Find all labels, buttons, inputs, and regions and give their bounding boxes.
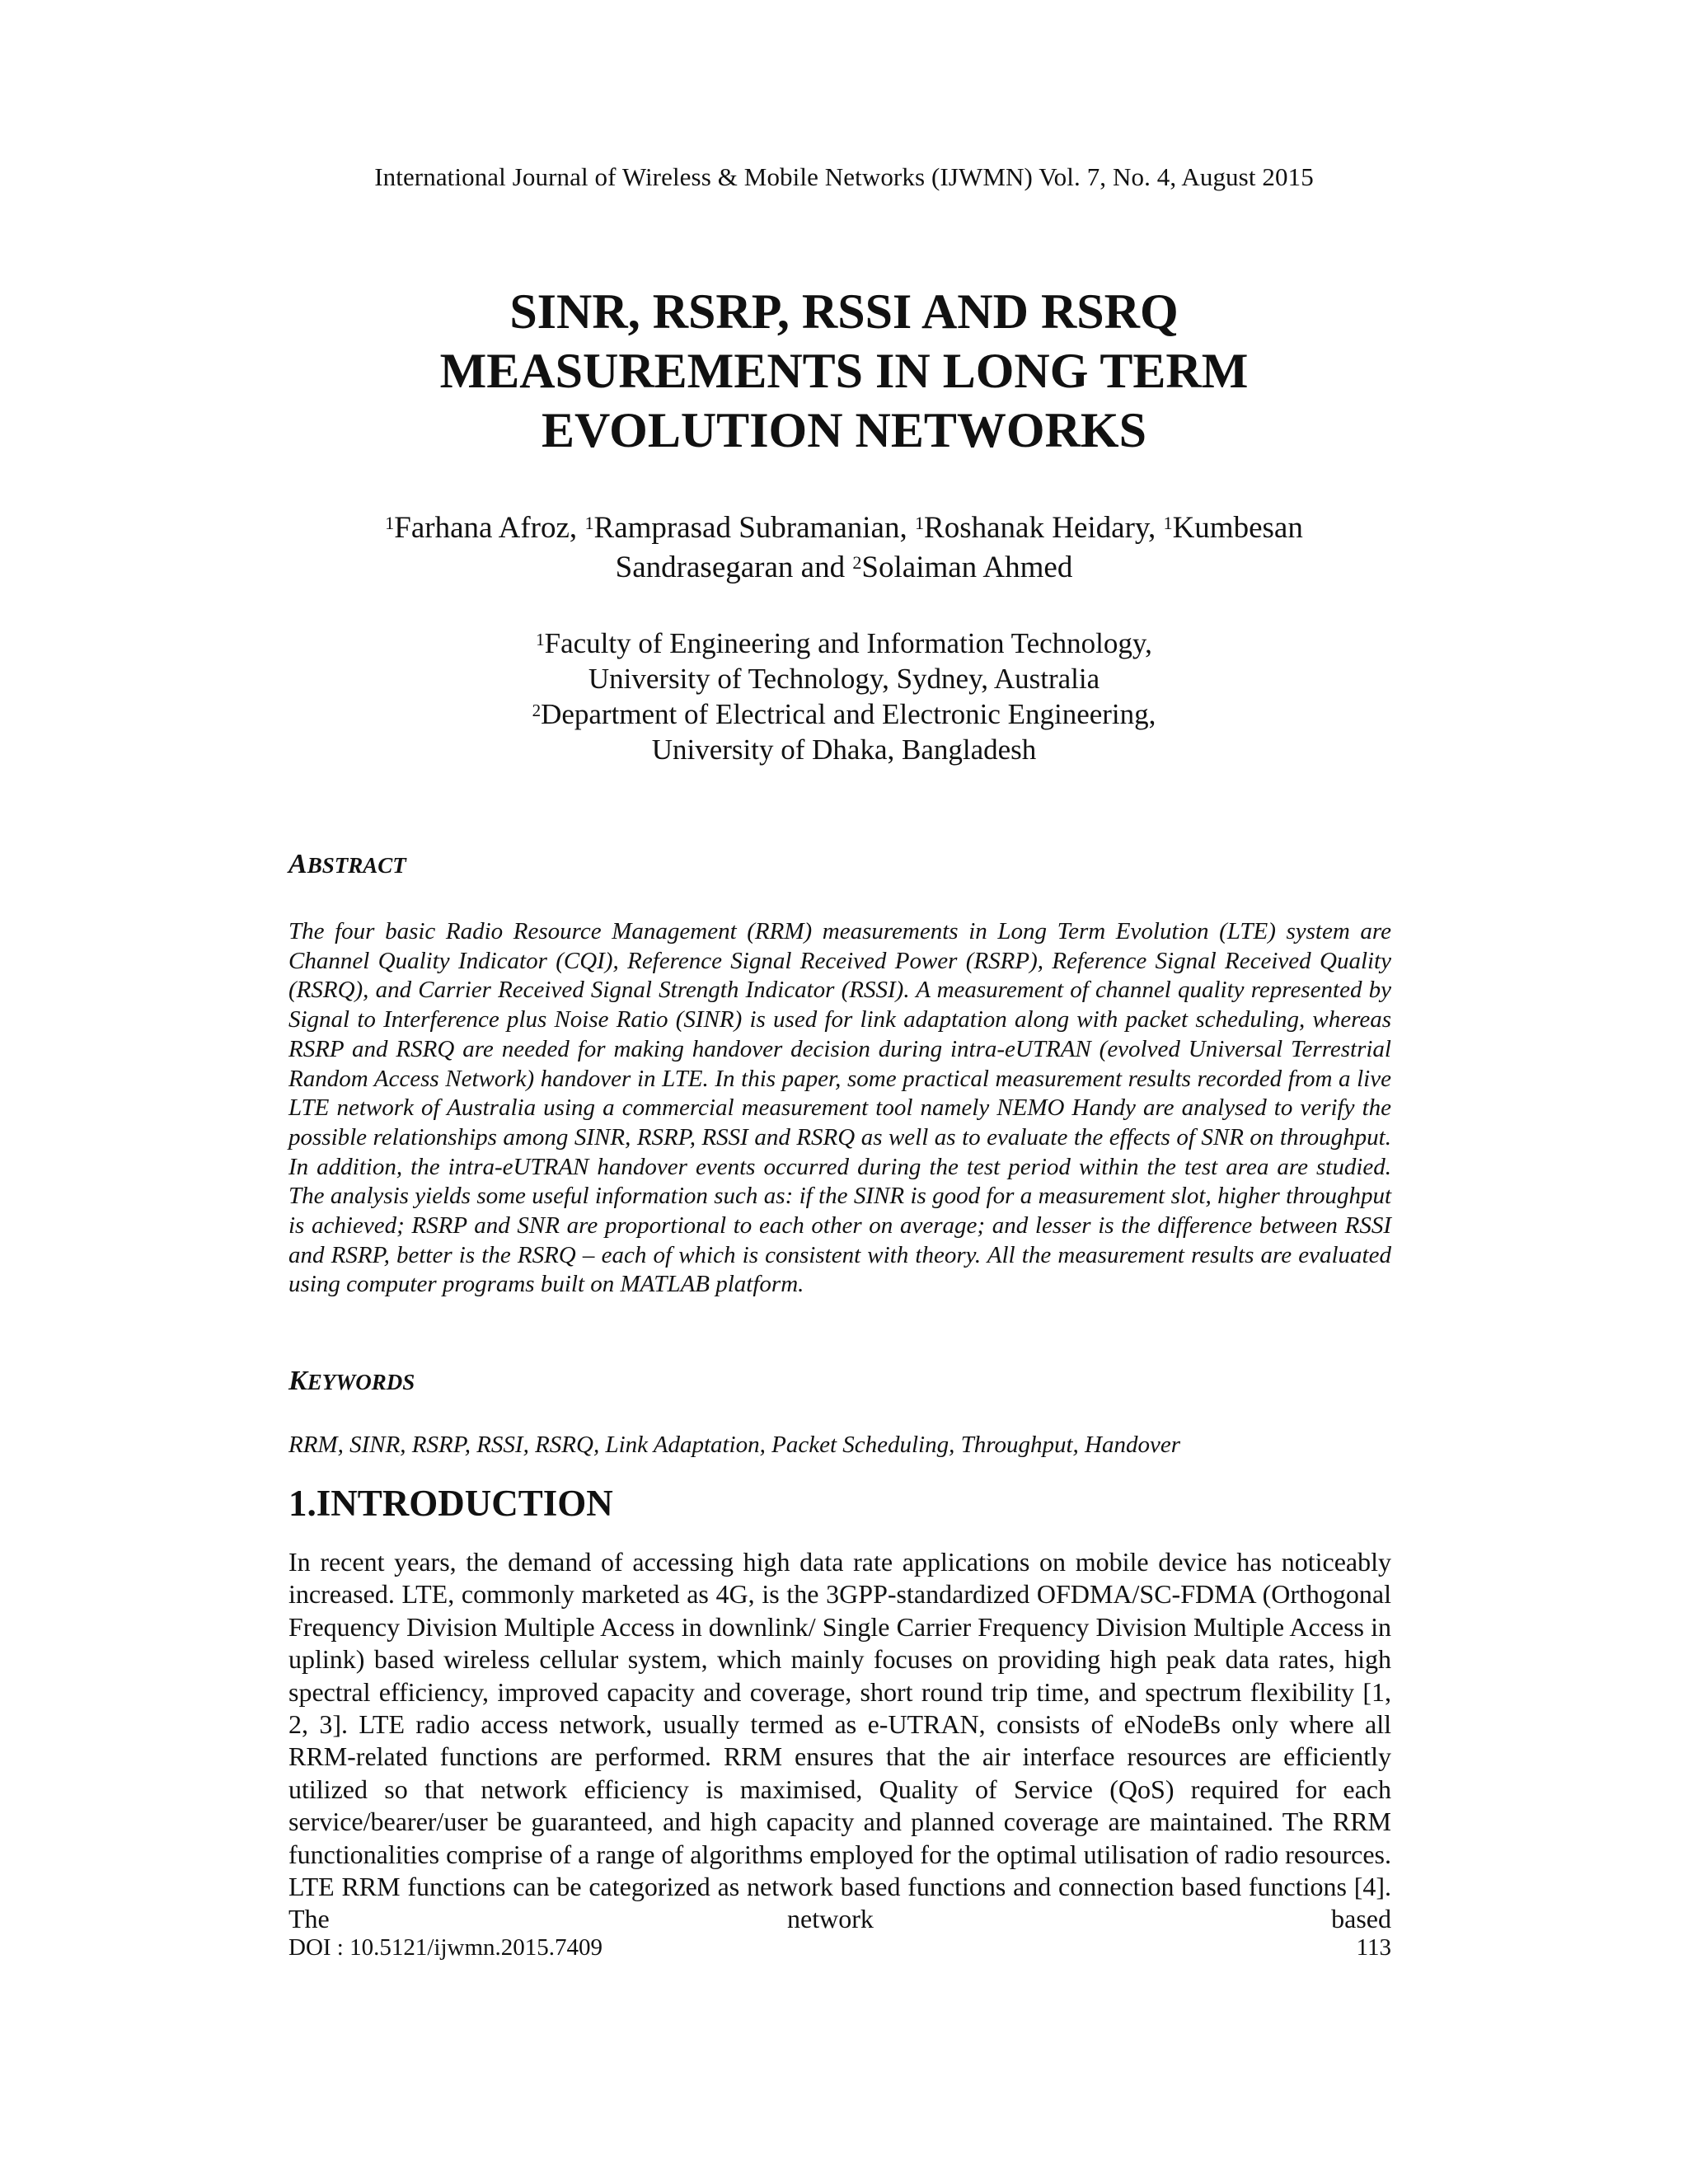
author-line: [0, 548, 1688, 588]
running-header: International Journal of Wireless & Mobile Networks (IJWMN) Vol. 7, No. 4, August 2015: [374, 162, 1314, 191]
author-affiliation-mark: 1: [1163, 513, 1173, 534]
author-name: Solaiman Ahmed: [861, 551, 1073, 584]
keywords-heading-rest: EYWORDS: [307, 1370, 415, 1394]
author-name: Sandrasegaran and: [615, 551, 846, 584]
author-name: Roshanak Heidary,: [924, 511, 1156, 545]
abstract-heading-initial: A: [288, 849, 307, 879]
author-affiliation-mark: 2: [852, 552, 862, 574]
doi-label: DOI : 10.5121/ijwmn.2015.7409: [288, 1934, 603, 1961]
author-affiliation-mark: 1: [914, 513, 925, 534]
paper-title: [0, 282, 1688, 460]
keywords-heading: [288, 1364, 415, 1399]
affiliation-block: [0, 626, 1688, 767]
affiliation-text: Faculty of Engineering and Information Technology,: [544, 627, 1152, 659]
abstract-heading: [288, 847, 406, 883]
affiliation-text: Department of Electrical and Electronic Engineering,: [541, 698, 1156, 730]
author-name: Ramprasad Subramanian,: [593, 511, 907, 545]
author-affiliation-mark: 1: [584, 513, 594, 534]
affiliation-line: [0, 626, 1688, 661]
affiliation-line: [0, 696, 1688, 732]
abstract-text: The four basic Radio Resource Management (RRM) measurements in Long Term Evolution (LTE) system are Channel Quality Indicator (CQI), Reference Signal Received Power (RSRP), Reference Signal Received Quality (RSRQ), and Carrier Received Signal Strength Indicator (RSSI). A measurement of channel quality represented by Signal to Interference plus Noise Ratio (SINR) is used for link adaptation along with packet scheduling, whereas RSRP and RSRQ are needed for making handover decision during intra-eUTRAN (evolved Universal Terrestrial Random Access Network) handover in LTE. In this paper, some practical measurement results recorded from a live LTE network of Australia using a commercial measurement tool namely NEMO Handy are analysed to verify the possible relationships among SINR, RSRP, RSSI and RSRQ as well as to evaluate the effects of SNR on throughput. In addition, the intra-eUTRAN handover events occurred during the test period within the test area are studied. The analysis yields some useful information such as: if the SINR is good for a measurement slot, higher throughput is achieved; RSRP and SNR are proportional to each other on average; and lesser is the difference between RSSI and RSRP, better is the RSRQ – each of which is consistent with theory. All the measurement results are evaluated using computer programs built on MATLAB platform.: [288, 918, 1391, 1298]
author-affiliation-mark: 1: [385, 513, 395, 534]
author-name: Kumbesan: [1172, 511, 1303, 545]
author-list: [0, 509, 1688, 588]
title-line: MEASUREMENTS IN LONG TERM: [439, 344, 1249, 398]
keywords-text: RRM, SINR, RSRP, RSSI, RSRQ, Link Adaptation, Packet Scheduling, Throughput, Handover: [288, 1432, 1180, 1458]
affiliation-line: University of Dhaka, Bangladesh: [651, 733, 1037, 766]
author-name: Farhana Afroz,: [394, 511, 578, 545]
page-number: 113: [1356, 1934, 1391, 1961]
keywords-heading-initial: K: [288, 1366, 307, 1396]
title-line: EVOLUTION NETWORKS: [542, 403, 1146, 457]
abstract-heading-rest: BSTRACT: [307, 853, 406, 878]
affiliation-mark: 2: [532, 700, 542, 720]
affiliation-line: University of Technology, Sydney, Australia: [588, 663, 1100, 695]
title-line: SINR, RSRP, RSSI AND RSRQ: [509, 284, 1179, 339]
affiliation-mark: 1: [536, 629, 545, 649]
introduction-heading: 1.INTRODUCTION: [288, 1483, 613, 1524]
introduction-text: In recent years, the demand of accessing high data rate applications on mobile device has noticeably increased. LTE, commonly marketed as 4G, is the 3GPP-standardized OFDMA/SC-FDMA (Orthogonal Frequency Division Multiple Access in downlink/ Single Carrier Frequency Division Multiple Access in uplink) based wireless cellular system, which mainly focuses on providing high peak data rates, high spectral efficiency, improved capacity and coverage, short round trip time, and spectrum flexibility [1, 2, 3]. LTE radio access network, usually termed as e-UTRAN, consists of eNodeBs only where all RRM-related functions are performed. RRM ensures that the air interface resources are efficiently utilized so that network efficiency is maximised, Quality of Service (QoS) required for each service/bearer/user be guaranteed, and high capacity and planned coverage are maintained. The RRM functionalities comprise of a range of algorithms employed for the optimal utilisation of radio resources. LTE RRM functions can be categorized as network based functions and connection based functions [4]. The network based: [288, 1547, 1391, 1934]
author-line: [0, 509, 1688, 548]
